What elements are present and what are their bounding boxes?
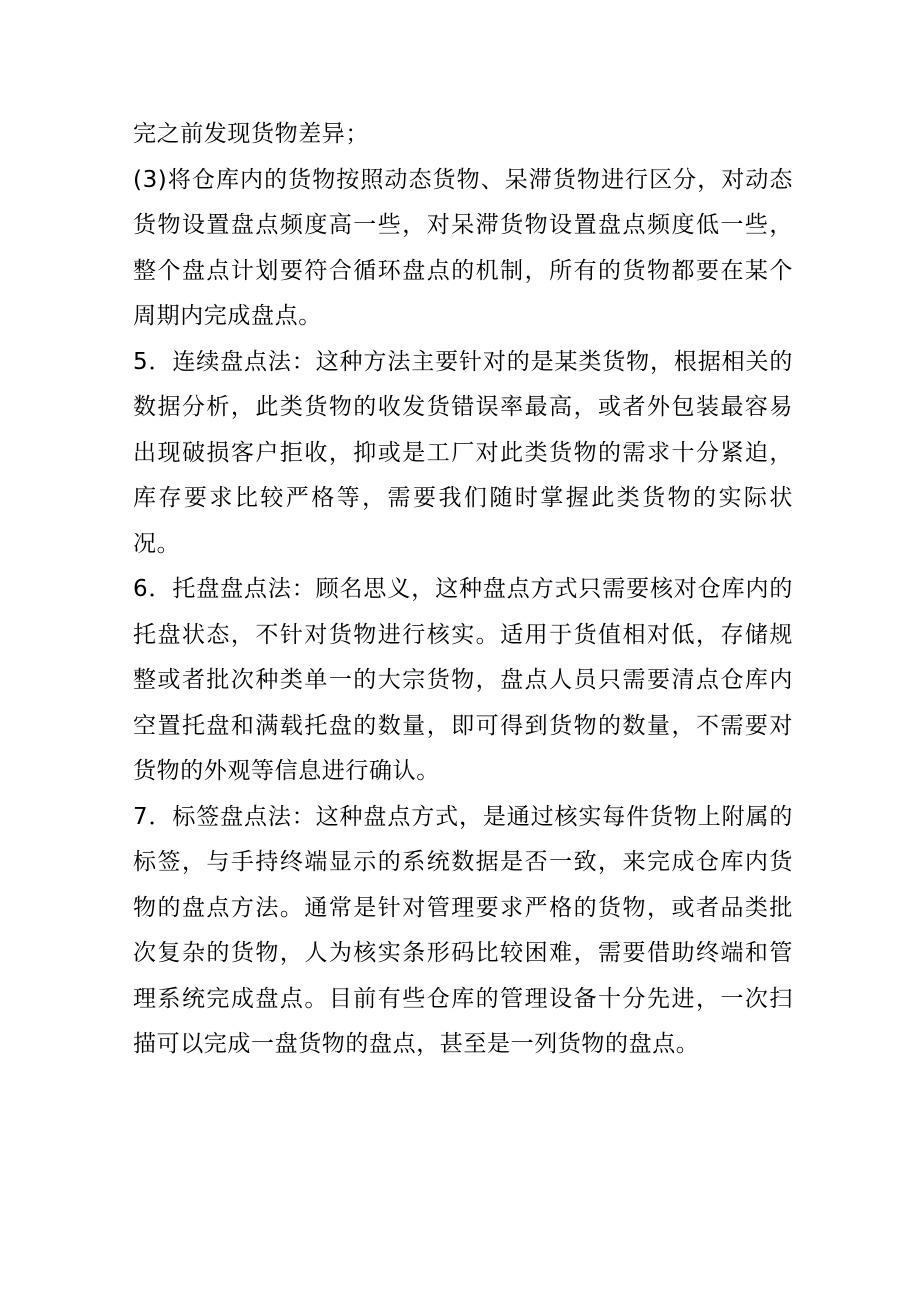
document-body [133,112,793,1068]
paragraph-continuation: 完之前发现货物差异； [133,121,369,147]
paragraph-item-3: (3)将仓库内的货物按照动态货物、呆滞货物进行区分，对动态货物设置盘点频度高一些，对呆滞货物设置盘点频度低一些，整个盘点计划要符合循环盘点的机制，所有的货物都要在某个周期内完成盘点。 [133,166,793,329]
paragraph-continuous-counting: 5．连续盘点法：这种方法主要针对的是某类货物，根据相关的数据分析，此类货物的收发货错误率最高，或者外包装最容易出现破损客户拒收，抑或是工厂对此类货物的需求十分紧迫，库存要求比较严格等，需要我们随时掌握此类货物的实际状况。 [133,348,793,557]
paragraph-pallet-counting: 6．托盘盘点法：顾名思义，这种盘点方式只需要核对仓库内的托盘状态，不针对货物进行核实。适用于货值相对低，存储规整或者批次种类单一的大宗货物，盘点人员只需要清点仓库内空置托盘和满载托盘的数量，即可得到货物的数量，不需要对货物的外观等信息进行确认。 [133,576,793,784]
paragraph-label-counting: 7．标签盘点法：这种盘点方式，是通过核实每件货物上附属的标签，与手持终端显示的系统数据是否一致，来完成仓库内货物的盘点方法。通常是针对管理要求严格的货物，或者品类批次复杂的货物，人为核实条形码比较困难，需要借助终端和管理系统完成盘点。目前有些仓库的管理设备十分先进，一次扫描可以完成一盘货物的盘点，甚至是一列货物的盘点。 [133,803,793,1057]
